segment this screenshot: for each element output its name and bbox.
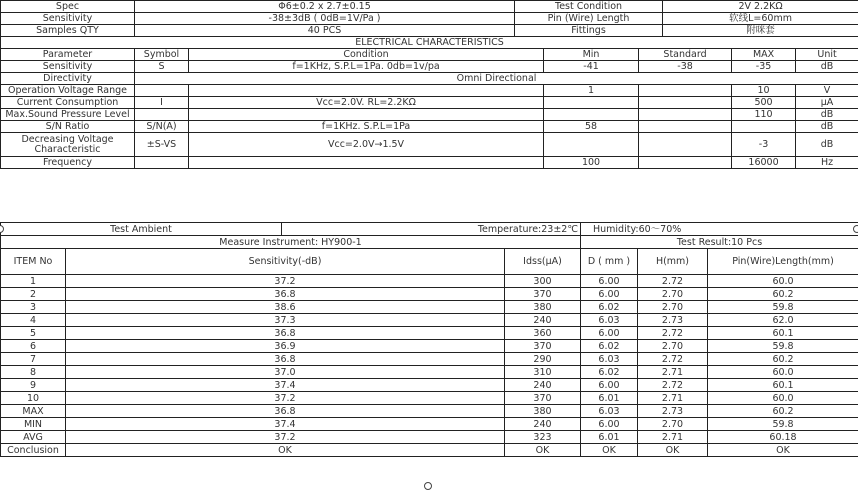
parameter-cell: Max.Sound Pressure Level xyxy=(1,109,135,121)
min-cell: 100 xyxy=(544,157,639,169)
results-body xyxy=(1,275,858,457)
h-cell: 2.73 xyxy=(638,314,708,327)
symbol-cell: ±S-VS xyxy=(135,133,189,157)
standard-cell xyxy=(639,157,732,169)
item-cell: MIN xyxy=(1,418,66,431)
humidity-text: Humidity:60～70% xyxy=(581,223,858,236)
sensitivity-value: -38±3dB ( 0dB=1V/Pa ) xyxy=(135,13,515,25)
result-row xyxy=(1,405,858,418)
d-cell: 6.02 xyxy=(581,366,638,379)
sensitivity-cell: 36.8 xyxy=(66,327,505,340)
header-pin-length: Pin(Wire)Length(mm) xyxy=(708,249,858,275)
header-parameter: Parameter xyxy=(1,49,135,61)
result-row xyxy=(1,314,858,327)
idss-cell: 370 xyxy=(505,288,581,301)
condition-cell: Vcc=2.0V→1.5V xyxy=(189,133,544,157)
test-result-text: Test Result:10 Pcs xyxy=(581,236,858,249)
electrical-row xyxy=(1,73,858,85)
result-row xyxy=(1,275,858,288)
standard-cell: -38 xyxy=(639,61,732,73)
electrical-row xyxy=(1,85,858,97)
condition-cell: f=1KHz. S.P.L=1Pa xyxy=(189,121,544,133)
h-cell: 2.72 xyxy=(638,275,708,288)
test-results-table xyxy=(0,222,858,457)
header-standard: Standard xyxy=(639,49,732,61)
electrical-row xyxy=(1,121,858,133)
pin-length-cell: OK xyxy=(708,444,858,457)
bottom-margin-marker xyxy=(424,482,432,490)
sensitivity-cell: 37.3 xyxy=(66,314,505,327)
sensitivity-cell: 37.2 xyxy=(66,392,505,405)
spec-label: Spec xyxy=(1,1,135,13)
instrument-row xyxy=(1,236,858,249)
d-cell: 6.00 xyxy=(581,288,638,301)
h-cell: 2.71 xyxy=(638,431,708,444)
test-condition-value: 2V 2.2KΩ xyxy=(663,1,858,13)
item-cell: 2 xyxy=(1,288,66,301)
item-cell: 8 xyxy=(1,366,66,379)
max-cell: 110 xyxy=(732,109,796,121)
idss-cell: 310 xyxy=(505,366,581,379)
sensitivity-label: Sensitivity xyxy=(1,13,135,25)
header-sensitivity: Sensitivity(-dB) xyxy=(66,249,505,275)
parameter-cell: Decreasing Voltage Characteristic xyxy=(1,133,135,157)
min-cell xyxy=(544,133,639,157)
header-h: H(mm) xyxy=(638,249,708,275)
unit-cell: Hz xyxy=(796,157,858,169)
symbol-cell: S/N(A) xyxy=(135,121,189,133)
idss-cell: 240 xyxy=(505,314,581,327)
h-cell: 2.70 xyxy=(638,301,708,314)
pin-length-cell: 59.8 xyxy=(708,340,858,353)
h-cell: 2.72 xyxy=(638,353,708,366)
pin-length-cell: 60.1 xyxy=(708,379,858,392)
sensitivity-cell: 37.4 xyxy=(66,379,505,392)
h-cell: 2.70 xyxy=(638,288,708,301)
symbol-cell: I xyxy=(135,97,189,109)
directivity-value: Omni Directional xyxy=(135,73,858,85)
d-cell: 6.00 xyxy=(581,275,638,288)
parameter-cell: Frequency xyxy=(1,157,135,169)
electrical-header-row xyxy=(1,49,858,61)
idss-cell: 360 xyxy=(505,327,581,340)
fittings-value: 附咪套 xyxy=(663,25,858,37)
pin-length-cell: 60.0 xyxy=(708,392,858,405)
item-cell: 4 xyxy=(1,314,66,327)
unit-cell: dB xyxy=(796,61,858,73)
item-cell: AVG xyxy=(1,431,66,444)
unit-cell: μA xyxy=(796,97,858,109)
idss-cell: 240 xyxy=(505,379,581,392)
symbol-cell xyxy=(135,109,189,121)
result-row xyxy=(1,366,858,379)
sensitivity-cell: 36.8 xyxy=(66,288,505,301)
instrument-text: Measure Instrument: HY900-1 xyxy=(1,236,581,249)
symbol-cell xyxy=(135,85,189,97)
samples-label: Samples QTY xyxy=(1,25,135,37)
pin-length-value: 软线L=60mm xyxy=(663,13,858,25)
condition-cell: f=1KHz, S.P.L=1Pa. 0db=1v/pa xyxy=(189,61,544,73)
max-cell: 10 xyxy=(732,85,796,97)
min-cell: 58 xyxy=(544,121,639,133)
item-cell: 5 xyxy=(1,327,66,340)
sensitivity-cell: 36.9 xyxy=(66,340,505,353)
item-cell: Conclusion xyxy=(1,444,66,457)
fittings-label: Fittings xyxy=(515,25,663,37)
pin-length-cell: 60.0 xyxy=(708,275,858,288)
item-cell: 7 xyxy=(1,353,66,366)
idss-cell: 380 xyxy=(505,301,581,314)
idss-cell: 380 xyxy=(505,405,581,418)
min-cell: 1 xyxy=(544,85,639,97)
d-cell: 6.03 xyxy=(581,314,638,327)
right-margin-marker xyxy=(853,225,858,233)
unit-cell: dB xyxy=(796,109,858,121)
pin-length-cell: 60.18 xyxy=(708,431,858,444)
idss-cell: 300 xyxy=(505,275,581,288)
unit-cell: V xyxy=(796,85,858,97)
idss-cell: 370 xyxy=(505,340,581,353)
h-cell: 2.70 xyxy=(638,340,708,353)
idss-cell: 370 xyxy=(505,392,581,405)
max-cell: -3 xyxy=(732,133,796,157)
parameter-cell: S/N Ratio xyxy=(1,121,135,133)
h-cell: 2.72 xyxy=(638,327,708,340)
standard-cell xyxy=(639,109,732,121)
result-row xyxy=(1,379,858,392)
result-row xyxy=(1,327,858,340)
sensitivity-cell: 37.4 xyxy=(66,418,505,431)
pin-length-cell: 60.2 xyxy=(708,405,858,418)
d-cell: 6.03 xyxy=(581,353,638,366)
idss-cell: 240 xyxy=(505,418,581,431)
h-cell: 2.71 xyxy=(638,366,708,379)
pin-length-cell: 60.2 xyxy=(708,288,858,301)
pin-length-cell: 62.0 xyxy=(708,314,858,327)
electrical-title: ELECTRICAL CHARACTERISTICS xyxy=(1,37,858,49)
parameter-cell: Operation Voltage Range xyxy=(1,85,135,97)
min-cell xyxy=(544,97,639,109)
d-cell: 6.01 xyxy=(581,431,638,444)
d-cell: 6.00 xyxy=(581,379,638,392)
sensitivity-spec-row xyxy=(1,13,858,25)
condition-cell xyxy=(189,157,544,169)
sensitivity-cell: 37.2 xyxy=(66,275,505,288)
parameter-cell: Sensitivity xyxy=(1,61,135,73)
item-cell: 6 xyxy=(1,340,66,353)
h-cell: 2.73 xyxy=(638,405,708,418)
samples-row xyxy=(1,25,858,37)
d-cell: 6.02 xyxy=(581,301,638,314)
pin-length-cell: 59.8 xyxy=(708,418,858,431)
idss-cell: OK xyxy=(505,444,581,457)
standard-cell xyxy=(639,133,732,157)
unit-cell: dB xyxy=(796,121,858,133)
temperature-text: Temperature:23±2℃ xyxy=(282,223,581,236)
pin-length-cell: 60.2 xyxy=(708,353,858,366)
parameter-cell: Current Consumption xyxy=(1,97,135,109)
samples-value: 40 PCS xyxy=(135,25,515,37)
sensitivity-cell: 36.8 xyxy=(66,405,505,418)
condition-cell xyxy=(189,85,544,97)
h-cell: 2.71 xyxy=(638,392,708,405)
h-cell: 2.72 xyxy=(638,379,708,392)
electrical-row xyxy=(1,61,858,73)
standard-cell xyxy=(639,121,732,133)
sensitivity-cell: 37.2 xyxy=(66,431,505,444)
header-item-no: ITEM No xyxy=(1,249,66,275)
header-symbol: Symbol xyxy=(135,49,189,61)
item-cell: 10 xyxy=(1,392,66,405)
pin-length-cell: 59.8 xyxy=(708,301,858,314)
sensitivity-cell: OK xyxy=(66,444,505,457)
header-idss: Idss(μA) xyxy=(505,249,581,275)
pin-length-label: Pin (Wire) Length xyxy=(515,13,663,25)
min-cell xyxy=(544,109,639,121)
ambient-label: Test Ambient xyxy=(1,223,282,236)
electrical-row xyxy=(1,97,858,109)
h-cell: 2.70 xyxy=(638,418,708,431)
result-row xyxy=(1,392,858,405)
item-cell: 9 xyxy=(1,379,66,392)
header-min: Min xyxy=(544,49,639,61)
electrical-row xyxy=(1,157,858,169)
electrical-title-row xyxy=(1,37,858,49)
standard-cell xyxy=(639,97,732,109)
header-condition: Condition xyxy=(189,49,544,61)
result-row xyxy=(1,444,858,457)
d-cell: 6.01 xyxy=(581,392,638,405)
ambient-row xyxy=(1,223,858,236)
sensitivity-cell: 36.8 xyxy=(66,353,505,366)
h-cell: OK xyxy=(638,444,708,457)
d-cell: 6.00 xyxy=(581,418,638,431)
electrical-row xyxy=(1,133,858,157)
symbol-cell xyxy=(135,157,189,169)
result-row xyxy=(1,340,858,353)
results-header-row xyxy=(1,249,858,275)
sensitivity-cell: 38.6 xyxy=(66,301,505,314)
idss-cell: 323 xyxy=(505,431,581,444)
pin-length-cell: 60.0 xyxy=(708,366,858,379)
result-row xyxy=(1,288,858,301)
result-row xyxy=(1,431,858,444)
spec-value: Φ6±0.2 x 2.7±0.15 xyxy=(135,1,515,13)
item-cell: 1 xyxy=(1,275,66,288)
result-row xyxy=(1,418,858,431)
d-cell: 6.03 xyxy=(581,405,638,418)
result-row xyxy=(1,353,858,366)
electrical-row xyxy=(1,109,858,121)
d-cell: OK xyxy=(581,444,638,457)
condition-cell xyxy=(189,109,544,121)
max-cell: -35 xyxy=(732,61,796,73)
test-condition-label: Test Condition xyxy=(515,1,663,13)
max-cell xyxy=(732,121,796,133)
spec-row xyxy=(1,1,858,13)
symbol-cell: S xyxy=(135,61,189,73)
max-cell: 500 xyxy=(732,97,796,109)
spec-table xyxy=(0,0,858,169)
unit-cell: dB xyxy=(796,133,858,157)
item-cell: MAX xyxy=(1,405,66,418)
standard-cell xyxy=(639,85,732,97)
max-cell: 16000 xyxy=(732,157,796,169)
result-row xyxy=(1,301,858,314)
parameter-cell: Directivity xyxy=(1,73,135,85)
pin-length-cell: 60.1 xyxy=(708,327,858,340)
d-cell: 6.02 xyxy=(581,340,638,353)
item-cell: 3 xyxy=(1,301,66,314)
header-max: MAX xyxy=(732,49,796,61)
idss-cell: 290 xyxy=(505,353,581,366)
header-d: D ( mm ) xyxy=(581,249,638,275)
header-unit: Unit xyxy=(796,49,858,61)
sensitivity-cell: 37.0 xyxy=(66,366,505,379)
condition-cell: Vcc=2.0V. RL=2.2KΩ xyxy=(189,97,544,109)
d-cell: 6.00 xyxy=(581,327,638,340)
min-cell: -41 xyxy=(544,61,639,73)
